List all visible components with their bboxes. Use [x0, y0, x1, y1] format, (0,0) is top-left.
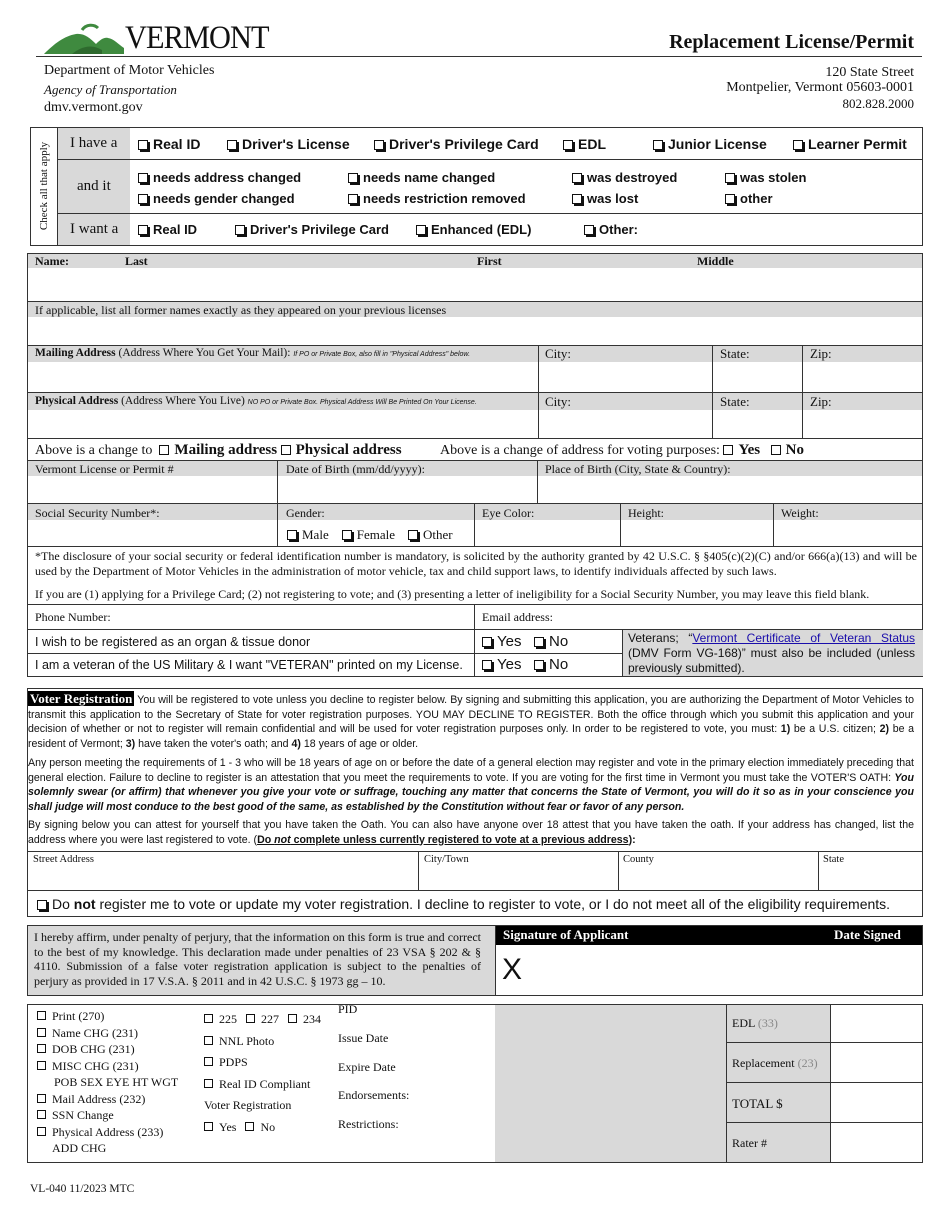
and-stolen[interactable]: was stolen — [725, 170, 806, 185]
office-endorsements: Endorsements: — [338, 1088, 410, 1102]
office-voter-registration: Voter Registration — [204, 1098, 292, 1112]
office-rater: Rater # — [732, 1136, 767, 1150]
checkbox-icon — [342, 530, 352, 540]
have-real-id[interactable]: Real ID — [138, 136, 200, 152]
office-restrictions: Restrictions: — [338, 1117, 399, 1131]
checkbox-icon — [204, 1057, 213, 1066]
checkbox-icon — [725, 194, 735, 204]
eye-color-field[interactable] — [475, 520, 620, 546]
mailing-address-field[interactable] — [28, 362, 538, 392]
mailing-state-label: State: — [720, 346, 750, 361]
ssn-field[interactable] — [28, 520, 277, 546]
checkbox-icon — [482, 637, 492, 647]
have-privilege-card[interactable]: Driver's Privilege Card — [374, 136, 539, 152]
veteran-no[interactable]: No — [534, 656, 568, 673]
voting-change-row: Above is a change of address for voting purposes: Yes No — [440, 442, 804, 458]
want-label: I want a — [70, 221, 119, 237]
website: dmv.vermont.gov — [44, 100, 143, 115]
want-other[interactable]: Other: — [584, 222, 638, 237]
signature-field[interactable] — [535, 948, 915, 993]
checkbox-icon — [246, 1014, 255, 1023]
pob-label: Place of Birth (City, State & Country): — [545, 462, 731, 476]
mailing-city-label: City: — [545, 346, 572, 361]
office-col1 — [37, 1008, 178, 1157]
address-line2: Montpelier, Vermont 05603-0001 — [726, 80, 914, 95]
checkbox-icon — [204, 1036, 213, 1045]
name-label: Name: — [35, 254, 69, 268]
office-dob-chg[interactable]: DOB CHG (231) — [37, 1041, 178, 1058]
checkbox-icon — [159, 445, 169, 455]
voter-street-label: Street Address — [33, 854, 94, 865]
voter-city-label: City/Town — [424, 854, 469, 865]
checkbox-icon — [584, 225, 594, 235]
voter-paragraph-2: Any person meeting the requirements of 1 - 3 who will be 18 years of age on or before the date of a general election may register and vote in the primary election immediately preceding that general election. Failure to decline to register is an attestation that you meet the requirements to vote. If you are voting for the first time in Vermont you must take the VOTER'S OATH: You solemnly swear (or affirm) that whenever you give your vote or suffrage, touching any matter that concerns the State of Vermont, you will do it so as in your conscience you shall judge will most conduce to the best good of the same, as established by the Constitution without fear or favor of any person. — [28, 757, 914, 813]
checkbox-icon — [138, 140, 148, 150]
and-other[interactable]: other — [725, 191, 773, 206]
organ-yes[interactable]: Yes — [482, 633, 521, 650]
mailing-address-label: Mailing Address (Address Where You Get Your Mail): If PO or Private Box, also fill in "Physical Address" below. — [35, 347, 471, 359]
voter-heading: Voter Registration — [30, 691, 133, 706]
checkbox-icon — [37, 1110, 46, 1119]
physical-address-label: Physical Address (Address Where You Live) NO PO or Private Box. Physical Address Will Be Printed On Your License. — [35, 395, 477, 407]
phone-label: Phone Number: — [35, 610, 111, 624]
gender-male[interactable]: Male — [287, 527, 329, 542]
office-physical-address[interactable]: Physical Address (233) — [37, 1124, 178, 1141]
checkbox-icon — [793, 140, 803, 150]
veteran-note: Veterans; “Vermont Certificate of Veteran Status (DMV Form VG-168)” must also be included (unless previously submitted). — [628, 631, 916, 675]
have-junior-license[interactable]: Junior License — [653, 136, 767, 152]
checkbox-icon — [653, 140, 663, 150]
checkbox-icon — [37, 1044, 46, 1053]
voter-county-label: County — [623, 854, 654, 865]
have-learner-permit[interactable]: Learner Permit — [793, 136, 907, 152]
mailing-address-option[interactable]: Mailing address — [159, 442, 277, 458]
form-title: Replacement License/Permit — [669, 31, 914, 53]
phone-field[interactable] — [130, 606, 470, 628]
voter-paragraph-3: By signing below you can attest for yourself that you have taken the Oath. You can also have anyone over 18 attest that you have taken the oath. If your address has changed, list the address where you were last registered to vote. (Do not complete unless currently registered to vote at a previous address): — [28, 819, 914, 846]
signature-x: X — [502, 953, 523, 986]
form-id: VL-040 11/2023 MTC — [30, 1183, 135, 1195]
first-label: First — [477, 254, 502, 268]
office-total: TOTAL $ — [732, 1096, 783, 1111]
checkbox-icon — [37, 1127, 46, 1136]
office-mail-address[interactable]: Mail Address (232) — [37, 1091, 178, 1108]
checkbox-icon — [138, 225, 148, 235]
checkbox-icon — [204, 1122, 213, 1131]
vt-license-label: Vermont License or Permit # — [35, 462, 174, 476]
checkbox-icon — [771, 445, 781, 455]
office-voter-no[interactable]: No — [245, 1120, 275, 1134]
have-edl[interactable]: EDL — [563, 136, 606, 152]
vermont-logo — [42, 22, 267, 58]
checkbox-icon — [227, 140, 237, 150]
voter-paragraph-1: Voter Registration You will be registered to vote unless you decline to register below. By signing and submitting this application, you are authorizing the Department of Motor Vehicles to transmit this application to the Secretary of State for voter registration purposes. YOU MAY DECLINE TO REGISTER. Both the office through which you submit this application and your decision of whether or not to register will remain confidential and will be used for voter registration purposes only. In order to be registered to vote, you must: 1) be a U.S. citizen; 2) be a resident of Vermont; 3) have taken the voter's oath; and 4) 18 years of age or older. — [28, 691, 915, 750]
office-234[interactable]: 234 — [288, 1012, 321, 1026]
gender-options — [287, 527, 453, 543]
want-enhanced-edl[interactable]: Enhanced (EDL) — [416, 222, 531, 237]
organ-options — [482, 633, 568, 650]
office-print[interactable]: Print (270) — [37, 1008, 178, 1025]
office-nnl-photo[interactable]: NNL Photo — [204, 1031, 321, 1053]
height-label: Height: — [628, 506, 664, 520]
office-replacement-fee: Replacement (23) — [732, 1056, 818, 1070]
pob-field[interactable] — [538, 476, 922, 503]
gender-female[interactable]: Female — [342, 527, 395, 542]
checkbox-icon — [482, 660, 492, 670]
checkbox-icon — [572, 173, 582, 183]
middle-label: Middle — [697, 254, 734, 268]
and-gender-changed[interactable]: needs gender changed — [138, 191, 295, 206]
voter-county-field[interactable] — [619, 866, 816, 890]
voting-no-option[interactable]: No — [771, 442, 804, 458]
checkbox-icon — [37, 1094, 46, 1103]
office-pdps[interactable]: PDPS — [204, 1052, 321, 1074]
office-227[interactable]: 227 — [246, 1012, 279, 1026]
weight-field[interactable] — [774, 520, 922, 546]
office-225[interactable]: 225 — [204, 1012, 237, 1026]
ssn-disclosure-note: *The disclosure of your social security or federal identification number is mandatory, is solicited by the authority granted by 42 U.S.C. § §405(c)(2)(C) and/or 666(a)(13) and will be used by the Department of Motor Vehicles in the administration of motor vehicle, tax and child support laws, to identify individuals affected by such laws. — [35, 549, 917, 578]
affirm-text: I hereby affirm, under penalty of perjury, that the information on this form is true and correct to the best of my knowledge. This declaration made under penalties of 23 VSA § 202 & § 4110. Submission of a false voter registration application is subject to the penalties of perjury as provided in 17 V.S.A. § 2011 and in 42 U.S.C. § 1973 gg – 10. — [34, 930, 481, 988]
office-col3 — [338, 1002, 409, 1131]
last-label: Last — [125, 254, 148, 268]
have-drivers-license[interactable]: Driver's License — [227, 136, 350, 152]
checkbox-icon — [723, 445, 733, 455]
checkbox-icon — [245, 1122, 254, 1131]
want-real-id[interactable]: Real ID — [138, 222, 197, 237]
checkbox-icon — [204, 1014, 213, 1023]
eye-color-label: Eye Color: — [482, 506, 535, 520]
gender-label: Gender: — [286, 506, 325, 520]
dob-field[interactable] — [278, 476, 537, 503]
veteran-certificate-link[interactable]: Vermont Certificate of Veteran Status — [692, 631, 916, 645]
email-field[interactable] — [560, 606, 920, 628]
name-field[interactable] — [28, 268, 922, 301]
checkbox-icon — [37, 900, 47, 910]
checkbox-icon — [563, 140, 573, 150]
logo-text: VERMONT — [125, 20, 269, 56]
and-address-changed[interactable]: needs address changed — [138, 170, 301, 185]
checkbox-icon — [534, 660, 544, 670]
office-ssn-change[interactable]: SSN Change — [37, 1107, 178, 1124]
veteran-yes[interactable]: Yes — [482, 656, 521, 673]
height-field[interactable] — [621, 520, 773, 546]
and-name-changed[interactable]: needs name changed — [348, 170, 495, 185]
office-real-id-compliant[interactable]: Real ID Compliant — [204, 1074, 321, 1096]
header-rule — [36, 56, 922, 57]
office-voter-yes[interactable]: Yes — [204, 1120, 236, 1134]
vt-license-field[interactable] — [28, 476, 277, 503]
checkbox-icon — [204, 1079, 213, 1088]
ssn-blank-note: If you are (1) applying for a Privilege Card; (2) not registering to vote; and (3) presenting a letter of ineligibility for a Social Security Number, you may leave this field blank. — [35, 587, 870, 601]
physical-zip-label: Zip: — [810, 394, 832, 409]
office-edl-fee: EDL (33) — [732, 1016, 778, 1030]
checkbox-icon — [534, 637, 544, 647]
checkbox-icon — [281, 445, 291, 455]
mountain-logo-icon — [42, 22, 132, 56]
office-expire-date: Expire Date — [338, 1060, 396, 1074]
voter-state-label: State — [823, 854, 844, 865]
and-destroyed[interactable]: was destroyed — [572, 170, 677, 185]
checkbox-icon — [288, 1014, 297, 1023]
organ-donor-label: I wish to be registered as an organ & tissue donor — [35, 635, 311, 649]
checkbox-icon — [235, 225, 245, 235]
office-name-chg[interactable]: Name CHG (231) — [37, 1025, 178, 1042]
voter-city-field[interactable] — [420, 866, 617, 890]
check-side-label: Check all that apply — [38, 141, 50, 231]
agency-name: Agency of Transportation — [44, 82, 177, 97]
signature-label: Signature of Applicant — [503, 927, 629, 942]
physical-address-option[interactable]: Physical address — [281, 442, 402, 458]
gender-other[interactable]: Other — [408, 527, 453, 542]
organ-no[interactable]: No — [534, 633, 568, 650]
veteran-label: I am a veteran of the US Military & I want "VETERAN" printed on my License. — [35, 658, 463, 672]
office-gray-panel — [495, 1005, 726, 1162]
checkbox-icon — [348, 194, 358, 204]
checkbox-icon — [725, 173, 735, 183]
and-restriction-removed[interactable]: needs restriction removed — [348, 191, 526, 206]
checkbox-icon — [287, 530, 297, 540]
ssn-label: Social Security Number*: — [35, 506, 160, 520]
former-names-label: If applicable, list all former names exactly as they appeared on your previous licenses — [35, 303, 447, 317]
checkbox-icon — [572, 194, 582, 204]
and-lost[interactable]: was lost — [572, 191, 638, 206]
veteran-options — [482, 656, 568, 673]
voter-state-field[interactable] — [819, 866, 921, 890]
checkbox-icon — [374, 140, 384, 150]
office-add-chg: ADD CHG — [52, 1141, 107, 1155]
checkbox-icon — [408, 530, 418, 540]
checkbox-icon — [138, 194, 148, 204]
checkbox-icon — [37, 1028, 46, 1037]
physical-address-field[interactable] — [28, 410, 538, 438]
change-to-row: Above is a change to Mailing address Physical address — [35, 442, 402, 458]
physical-state-label: State: — [720, 394, 750, 409]
office-misc-sub: POB SEX EYE HT WGT — [54, 1075, 179, 1089]
dob-label: Date of Birth (mm/dd/yyyy): — [286, 462, 425, 476]
email-label: Email address: — [482, 610, 553, 624]
dept-name: Department of Motor Vehicles — [44, 63, 215, 78]
date-signed-label: Date Signed — [834, 927, 901, 942]
voting-yes-option[interactable]: Yes — [723, 442, 760, 458]
office-issue-date: Issue Date — [338, 1031, 389, 1045]
check-side-label-box — [31, 128, 57, 245]
physical-city-label: City: — [545, 394, 572, 409]
checkbox-icon — [348, 173, 358, 183]
office-pid: PID — [338, 1002, 358, 1016]
mailing-zip-label: Zip: — [810, 346, 832, 361]
checkbox-icon — [416, 225, 426, 235]
have-label: I have a — [70, 135, 118, 151]
office-col2 — [204, 1009, 321, 1138]
office-misc-chg[interactable]: MISC CHG (231) — [37, 1058, 178, 1075]
checkbox-icon — [37, 1011, 46, 1020]
checkbox-icon — [138, 173, 148, 183]
want-privilege-card[interactable]: Driver's Privilege Card — [235, 222, 389, 237]
weight-label: Weight: — [781, 506, 819, 520]
checkbox-icon — [37, 1061, 46, 1070]
phone-number: 802.828.2000 — [842, 96, 914, 111]
former-names-field[interactable] — [28, 317, 922, 345]
address-line1: 120 State Street — [825, 65, 914, 80]
and-label: and it — [77, 178, 111, 194]
decline-register-option[interactable]: Do not register me to vote or update my voter registration. I decline to register to vote, or I do not meet all of the eligibility requirements. — [37, 896, 890, 912]
voter-street-field[interactable] — [28, 866, 418, 890]
